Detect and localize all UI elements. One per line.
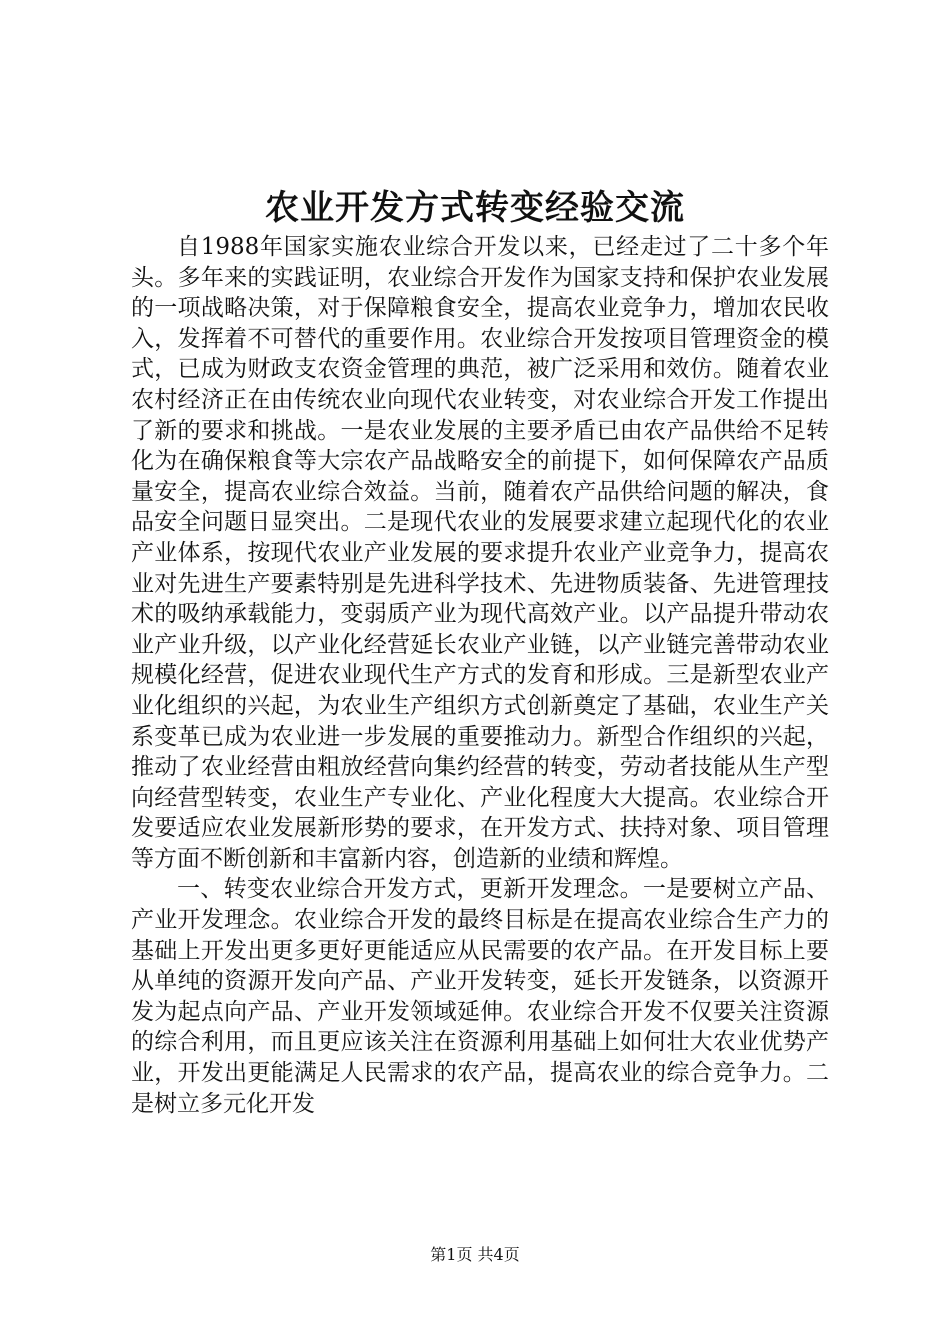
document-title: 农业开发方式转变经验交流 [265, 188, 685, 228]
page-footer: 第1页 共4页 [430, 1245, 520, 1264]
document-body [131, 232, 829, 1119]
body-paragraph-2: 一、转变农业综合开发方式，更新开发理念。一是要树立产品、产业开发理念。农业综合开发的最终目标是在提高农业综合生产力的基础上开发出更多更好更能适应从民需要的农产品。在开发目标上要从单纯的资源开发向产品、产业开发转变，延长开发链条，以资源开发为起点向产品、产业开发领域延伸。农业综合开发不仅要关注资源的综合利用，而且更应该关注在资源利用基础上如何壮大农业优势产业，开发出更能满足人民需求的农产品，提高农业的综合竞争力。二是树立多元化开发 [131, 876, 829, 1117]
body-paragraph-1: 自1988年国家实施农业综合开发以来，已经走过了二十多个年头。多年来的实践证明，农业综合开发作为国家支持和保护农业发展的一项战略决策，对于保障粮食安全，提高农业竞争力，增加农民收入，发挥着不可替代的重要作用。农业综合开发按项目管理资金的模式，已成为财政支农资金管理的典范，被广泛采用和效仿。随着农业农村经济正在由传统农业向现代农业转变，对农业综合开发工作提出了新的要求和挑战。一是农业发展的主要矛盾已由农产品供给不足转化为在确保粮食等大宗农产品战略安全的前提下，如何保障农产品质量安全，提高农业综合效益。当前，随着农产品供给问题的解决，食品安全问题日显突出。二是现代农业的发展要求建立起现代化的农业产业体系，按现代农业产业发展的要求提升农业产业竞争力，提高农业对先进生产要素特别是先进科学技术、先进物质装备、先进管理技术的吸纳承载能力，变弱质产业为现代高效产业。以产品提升带动农业产业升级，以产业化经营延长农业产业链，以产业链完善带动农业规模化经营，促进农业现代生产方式的发育和形成。三是新型农业产业化组织的兴起，为农业生产组织方式创新奠定了基础，农业生产关系变革已成为农业进一步发展的重要推动力。新型合作组织的兴起，推动了农业经营由粗放经营向集约经营的转变，劳动者技能从生产型向经营型转变，农业生产专业化、产业化程度大大提高。农业综合开发要适应农业发展新形势的要求，在开发方式、扶持对象、项目管理等方面不断创新和丰富新内容，创造新的业绩和辉煌。 [131, 234, 829, 872]
